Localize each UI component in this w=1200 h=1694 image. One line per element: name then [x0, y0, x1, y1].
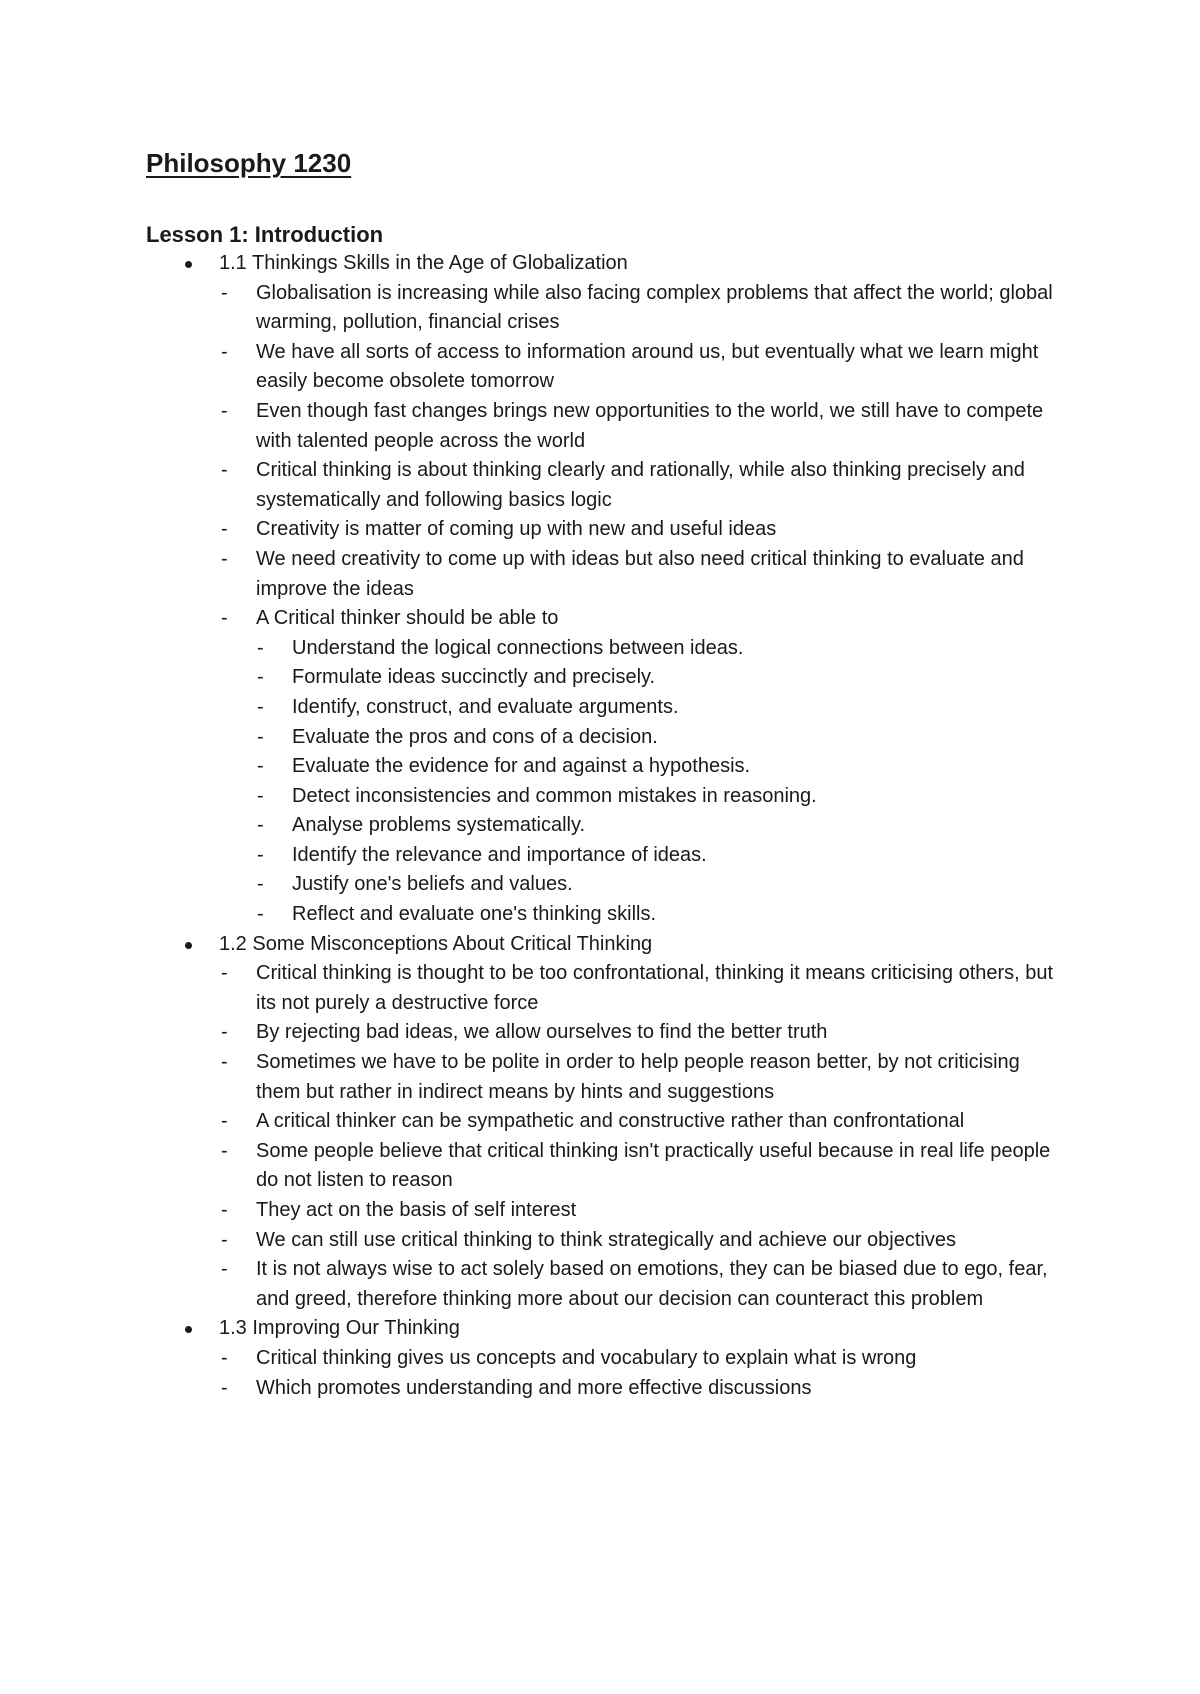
ability-text: Detect inconsistencies and common mistakes in reasoning.: [292, 784, 817, 807]
dash-marker: -: [221, 399, 228, 422]
point-text: Sometimes we have to be polite in order to help people reason better, by not criticising them but rather in indirect means by hints and suggestions: [256, 1051, 1020, 1103]
dash-marker: -: [257, 725, 264, 748]
list-item: [219, 1255, 1066, 1314]
dash-marker: -: [221, 1051, 228, 1074]
dash-marker: -: [221, 459, 228, 482]
bullet-icon: [185, 942, 192, 949]
list-item: [219, 1137, 1066, 1196]
ability-item: [219, 841, 1066, 871]
dash-marker: -: [257, 843, 264, 866]
dash-marker: -: [221, 1139, 228, 1162]
dash-marker: -: [257, 784, 264, 807]
list-item: [219, 1048, 1066, 1107]
list-item: [219, 456, 1066, 515]
dash-marker: -: [221, 518, 228, 541]
list-item: [219, 1018, 1066, 1048]
ability-item: [219, 870, 1066, 900]
point-text: Some people believe that critical thinking isn't practically useful because in real life people do not listen to reason: [256, 1139, 1051, 1192]
point-text: It is not always wise to act solely based on emotions, they can be biased due to ego, fear, and greed, therefore thinking more about our decision can counteract this problem: [256, 1258, 1048, 1310]
point-text: Critical thinking is thought to be too confrontational, thinking it means criticising others, but its not purely a destructive force: [256, 962, 1054, 1014]
ability-item: [219, 752, 1066, 782]
list-item: [219, 338, 1066, 397]
section-heading: 1.3 Improving Our Thinking: [219, 1317, 460, 1340]
point-text: We need creativity to come up with ideas but also need critical thinking to evaluate and improve the ideas: [256, 547, 1024, 600]
list-item: [219, 397, 1066, 456]
dash-marker: -: [221, 607, 228, 630]
ability-item: [219, 693, 1066, 723]
dash-marker: -: [221, 281, 228, 304]
list-item: [219, 545, 1066, 604]
dash-marker: -: [221, 962, 228, 985]
section-points: [219, 959, 1066, 1314]
ability-text: Understand the logical connections between ideas.: [292, 636, 744, 659]
ability-text: Justify one's beliefs and values.: [292, 873, 573, 896]
bullet-icon: [185, 1326, 192, 1333]
section-item: [146, 1314, 1066, 1403]
point-text: Which promotes understanding and more effective discussions: [256, 1376, 812, 1399]
dash-marker: -: [221, 1258, 228, 1281]
dash-marker: -: [221, 1228, 228, 1251]
list-item: [219, 1226, 1066, 1256]
bullet-icon: [185, 261, 192, 268]
dash-marker: -: [221, 1110, 228, 1133]
point-text: Critical thinking gives us concepts and vocabulary to explain what is wrong: [256, 1346, 917, 1369]
ability-item: [219, 634, 1066, 664]
dash-marker: -: [221, 547, 228, 570]
ability-item: [219, 663, 1066, 693]
dash-marker: -: [257, 873, 264, 896]
point-text: A critical thinker can be sympathetic and constructive rather than confrontational: [256, 1110, 965, 1133]
dash-marker: -: [257, 695, 264, 718]
dash-marker: -: [221, 1199, 228, 1221]
list-item: [219, 515, 1066, 545]
ability-text: Formulate ideas succinctly and precisely.: [292, 666, 656, 689]
dash-marker: -: [221, 340, 228, 363]
section-item: [146, 930, 1066, 1315]
dash-marker: -: [257, 666, 264, 689]
point-text: We can still use critical thinking to think strategically and achieve our objectives: [256, 1228, 956, 1251]
list-item: [219, 1344, 1066, 1374]
point-text: Even though fast changes brings new opportunities to the world, we still have to compete with talented people across the world: [256, 399, 1044, 452]
ability-item: [219, 900, 1066, 930]
point-text: Globalisation is increasing while also facing complex problems that affect the world; global warming, pollution, financial crises: [256, 281, 1053, 334]
section-points: [219, 279, 1066, 930]
dash-marker: -: [221, 1021, 228, 1044]
point-text: We have all sorts of access to information around us, but eventually what we learn might easily become obsolete tomorrow: [256, 340, 1039, 393]
dash-marker: -: [257, 636, 264, 659]
ability-item: [219, 723, 1066, 753]
point-text: Creativity is matter of coming up with new and useful ideas: [256, 518, 777, 541]
dash-marker: -: [221, 1346, 228, 1369]
ability-text: Reflect and evaluate one's thinking skills.: [292, 903, 657, 926]
list-item: [219, 1107, 1066, 1137]
ability-text: Evaluate the evidence for and against a hypothesis.: [292, 755, 751, 778]
list-item: [219, 279, 1066, 338]
ability-text: Analyse problems systematically.: [292, 814, 586, 837]
dash-marker: -: [257, 814, 264, 837]
section-heading: 1.2 Some Misconceptions About Critical Thinking: [219, 932, 653, 955]
document-title: Philosophy 1230: [146, 148, 352, 178]
point-text: By rejecting bad ideas, we allow ourselves to find the better truth: [256, 1021, 828, 1044]
ability-text: Identify, construct, and evaluate arguments.: [292, 695, 679, 718]
list-item: [219, 959, 1066, 1018]
list-item: [219, 1374, 1066, 1404]
point-text: Critical thinking is about thinking clearly and rationally, while also thinking precisely and systematically and following basics logic: [256, 459, 1025, 511]
ability-text: Evaluate the pros and cons of a decision.: [292, 725, 658, 748]
ability-item: [219, 782, 1066, 812]
section-item: [146, 249, 1066, 930]
lesson-heading: Lesson 1: Introduction: [146, 222, 384, 247]
dash-marker: -: [257, 903, 264, 926]
list-item: [219, 1196, 1066, 1226]
section-points: [219, 1344, 1066, 1403]
point-text: A Critical thinker should be able to: [256, 607, 559, 630]
ability-text: Identify the relevance and importance of ideas.: [292, 843, 707, 866]
lesson-outline: [146, 249, 1066, 1403]
dash-marker: -: [257, 755, 264, 778]
ability-item: [219, 811, 1066, 841]
section-heading: 1.1 Thinkings Skills in the Age of Globalization: [219, 252, 628, 274]
dash-marker: -: [221, 1376, 228, 1399]
list-item: [219, 604, 1066, 634]
point-text: They act on the basis of self interest: [256, 1199, 577, 1221]
